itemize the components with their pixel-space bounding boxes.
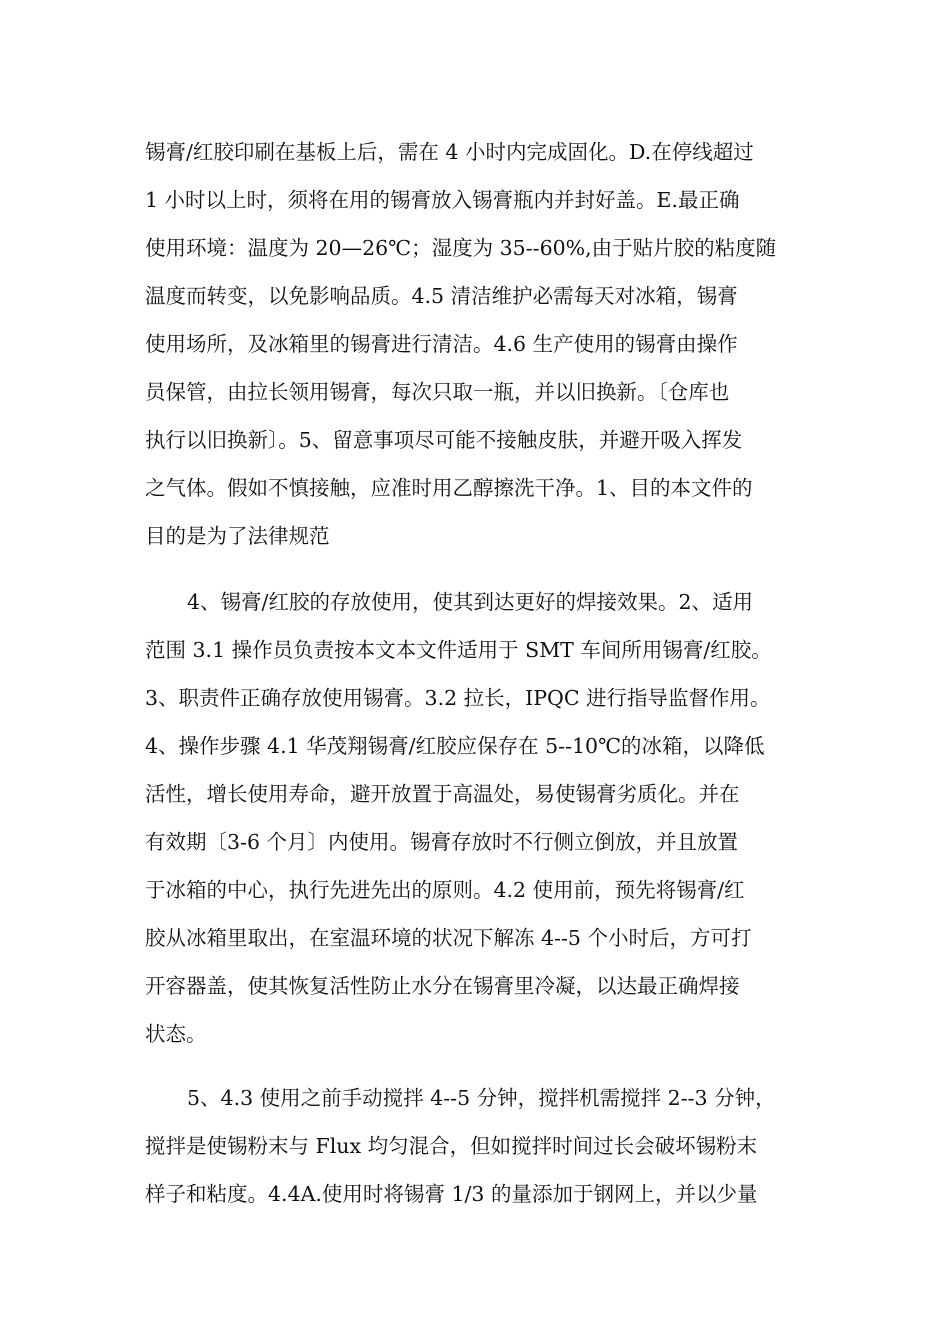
text-line: 执行以旧换新〕。5、留意事项尽可能不接触皮肤，并避开吸入挥发 [145,428,743,452]
text-line: 活性，增长使用寿命，避开放置于高温处，易使锡膏劣质化。并在 [145,782,740,806]
text-line: 锡膏/红胶印刷在基板上后，需在 4 小时内完成固化。D.在停线超过 [145,140,754,164]
text-line: 使用环境：温度为 20—26℃；湿度为 35--60%,由于贴片胶的粘度随 [145,236,777,260]
text-line: 之气体。假如不慎接触，应准时用乙醇擦洗干净。1、目的本文件的 [145,476,753,500]
text-line: 范围 3.1 操作员负责按本文本文件适用于 SMT 车间所用锡膏/红胶。 [145,638,772,662]
text-line: 3、职责件正确存放使用锡膏。3.2 拉长，IPQC 进行指导监督作用。 [145,686,771,710]
text-line: 4、操作步骤 4.1 华茂翔锡膏/红胶应保存在 5--10℃的冰箱，以降低 [145,734,765,758]
text-line: 样子和粘度。4.4A.使用时将锡膏 1/3 的量添加于钢网上，并以少量 [145,1182,758,1206]
text-line: 搅拌是使锡粉末与 Flux 均匀混合，但如搅拌时间过长会破坏锡粉末 [145,1134,758,1158]
text-line: 状态。 [145,1022,207,1046]
text-line: 胶从冰箱里取出，在室温环境的状况下解冻 4--5 个小时后，方可打 [145,926,752,950]
text-line: 有效期〔3-6 个月〕内使用。锡膏存放时不行侧立倒放，并且放置 [145,830,739,854]
text-line: 于冰箱的中心，执行先进先出的原则。4.2 使用前，预先将锡膏/红 [145,878,745,902]
text-line: 目的是为了法律规范 [145,524,330,548]
text-line: 1 小时以上时，须将在用的锡膏放入锡膏瓶内并封好盖。E.最正确 [145,188,740,212]
text-line: 开容器盖，使其恢复活性防止水分在锡膏里冷凝，以达最正确焊接 [145,974,740,998]
text-line: 员保管，由拉长领用锡膏，每次只取一瓶，并以旧换新。〔仓库也 [145,380,730,404]
text-line: 温度而转变，以免影响品质。4.5 清洁维护必需每天对冰箱，锡膏 [145,284,738,308]
paragraph-first-line: 4、锡膏/红胶的存放使用，使其到达更好的焊接效果。2、适用 [187,590,753,614]
paragraph-first-line: 5、4.3 使用之前手动搅拌 4--5 分钟，搅拌机需搅拌 2--3 分钟， [187,1086,776,1110]
text-line: 使用场所，及冰箱里的锡膏进行清洁。4.6 生产使用的锡膏由操作 [145,332,738,356]
